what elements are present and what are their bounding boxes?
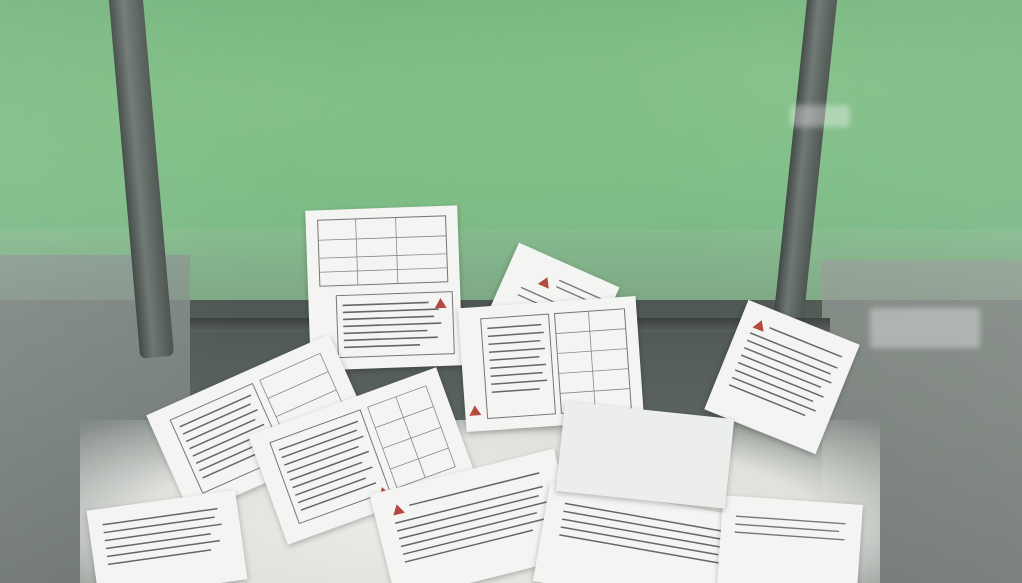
ballot-blank-middle (556, 401, 734, 508)
ballot-far-right-pile (717, 495, 863, 583)
glass-glare-top (790, 105, 850, 127)
glass-glare-right (870, 308, 980, 348)
